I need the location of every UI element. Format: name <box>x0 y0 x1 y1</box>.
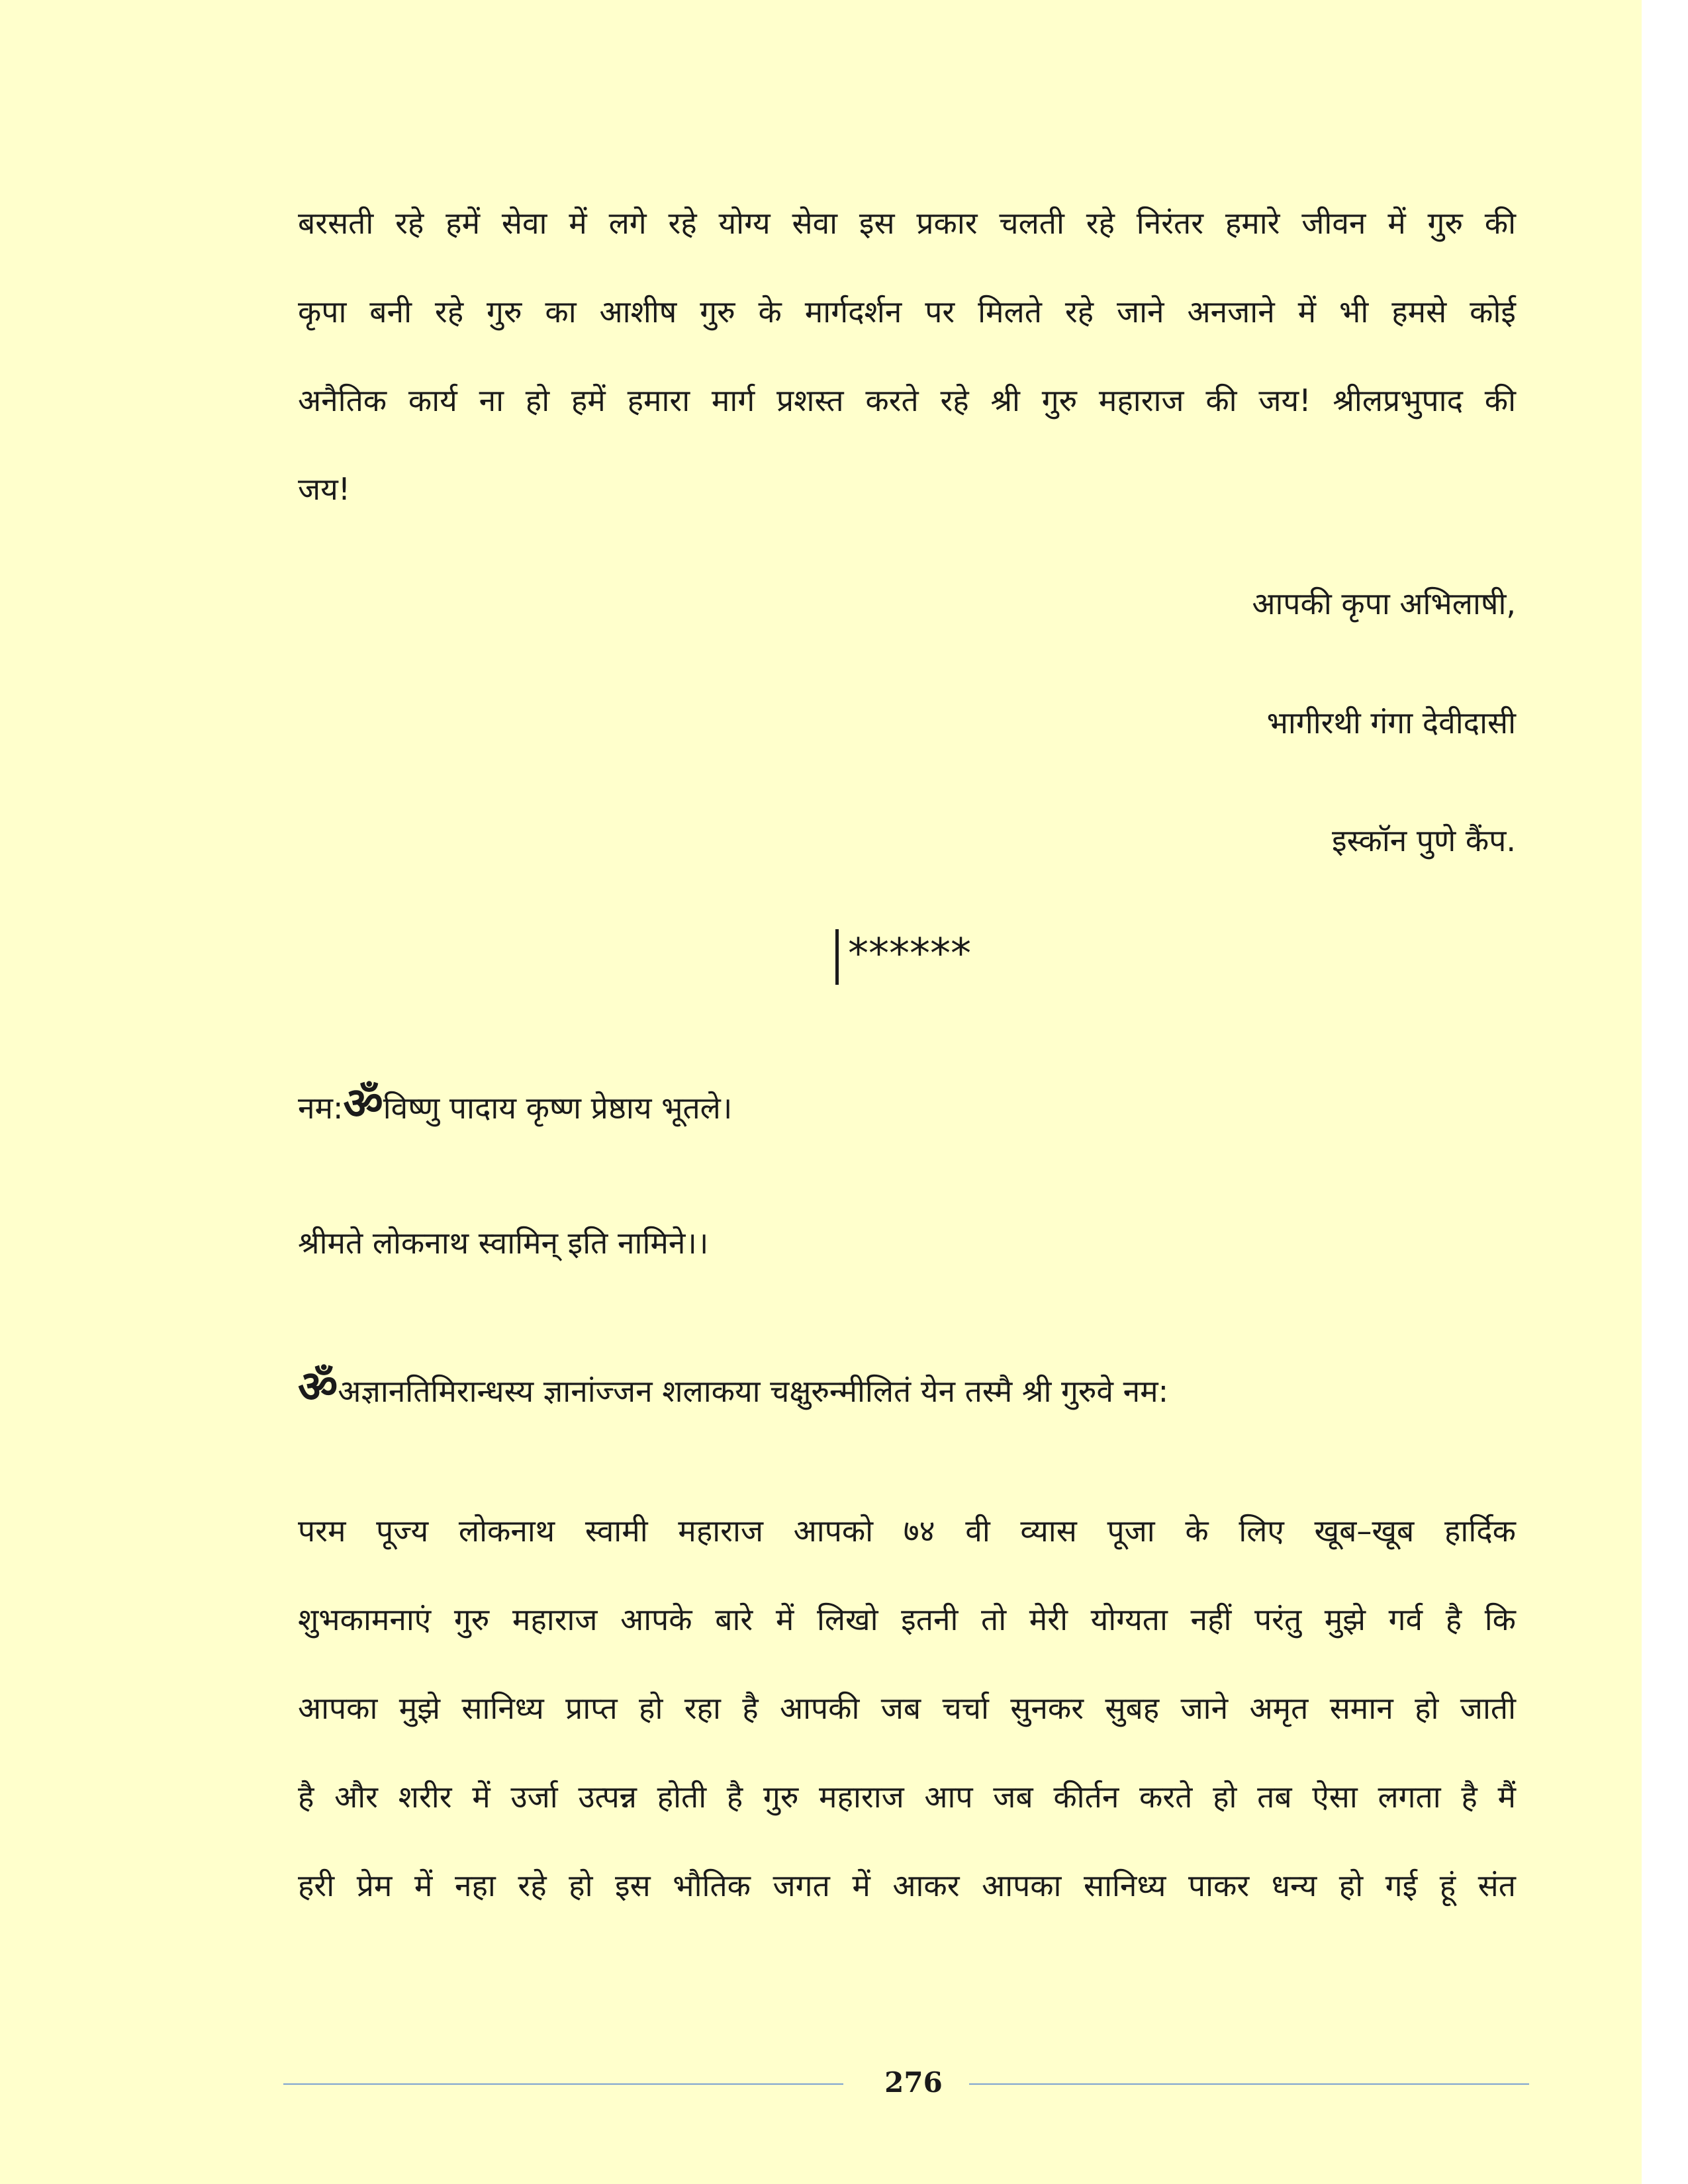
paragraph-line: हरी प्रेम में नहा रहे हो इस भौतिक जगत में आकर आपका सानिध्य पाकर धन्य हो गई हूं संत <box>298 1868 1516 1903</box>
verse-prefix: नम: <box>298 1090 344 1126</box>
section-separator <box>835 929 971 985</box>
paragraph-line: शुभकामनाएं गुरु महाराज आपके बारे में लिखो इतनी तो मेरी योग्यता नहीं परंतु मुझे गर्व है कि <box>298 1602 1516 1637</box>
paragraph-line: परम पूज्य लोकनाथ स्वामी महाराज आपको ७४ वी व्यास पूजा के लिए खूब–खूब हार्दिक <box>298 1513 1516 1549</box>
signature-place: इस्कॉन पुणे कैंप. <box>1332 823 1516 858</box>
page-number: 276 <box>884 2066 943 2099</box>
paragraph-line: अनैतिक कार्य ना हो हमें हमारा मार्ग प्रशस्त करते रहे श्री गुरु महाराज की जय! श्रीलप्रभुपाद की <box>298 383 1516 418</box>
footer-rule-right <box>969 2083 1529 2085</box>
signature-name: भागीरथी गंगा देवीदासी <box>1266 705 1516 741</box>
paragraph-line: बरसती रहे हमें सेवा में लगे रहे योग्य सेवा इस प्रकार चलती रहे निरंतर हमारे जीवन में गुरु की <box>298 205 1516 241</box>
verse-line-1 <box>298 1072 732 1132</box>
verse-text: विष्णु पादाय कृष्ण प्रेष्ठाय भूतले। <box>383 1090 733 1126</box>
om-symbol-icon: ॐ <box>298 1361 338 1412</box>
paragraph-line: है और शरीर में उर्जा उत्पन्न होती है गुरु महाराज आप जब कीर्तन करते हो तब ऐसा लगता है मैं <box>298 1779 1516 1815</box>
separator-bar <box>835 929 839 985</box>
paragraph-line: कृपा बनी रहे गुरु का आशीष गुरु के मार्गदर्शन पर मिलते रहे जाने अनजाने में भी हमसे कोई <box>298 294 1516 330</box>
paragraph-blessings <box>298 179 1516 533</box>
verse-line-3 <box>298 1355 1168 1415</box>
signature-closing: आपकी कृपा अभिलाषी, <box>1252 586 1516 621</box>
separator-stars: ****** <box>848 929 971 978</box>
om-symbol-icon: ॐ <box>343 1078 383 1129</box>
paragraph-line: जय! <box>298 471 351 507</box>
verse-line-2: श्रीमते लोकनाथ स्वामिन् इति नामिने।। <box>298 1225 709 1261</box>
verse-text: अज्ञानतिमिरान्धस्य ज्ञानांज्जन शलाकया चक्षुरुन्मीलितं येन तस्मै श्री गुरुवे नम: <box>338 1373 1169 1409</box>
footer-rule-left <box>283 2083 843 2085</box>
paragraph-line: आपका मुझे सानिध्य प्राप्त हो रहा है आपकी जब चर्चा सुनकर सुबह जाने अमृत समान हो जाती <box>298 1690 1516 1726</box>
paragraph-greetings <box>298 1486 1516 1930</box>
